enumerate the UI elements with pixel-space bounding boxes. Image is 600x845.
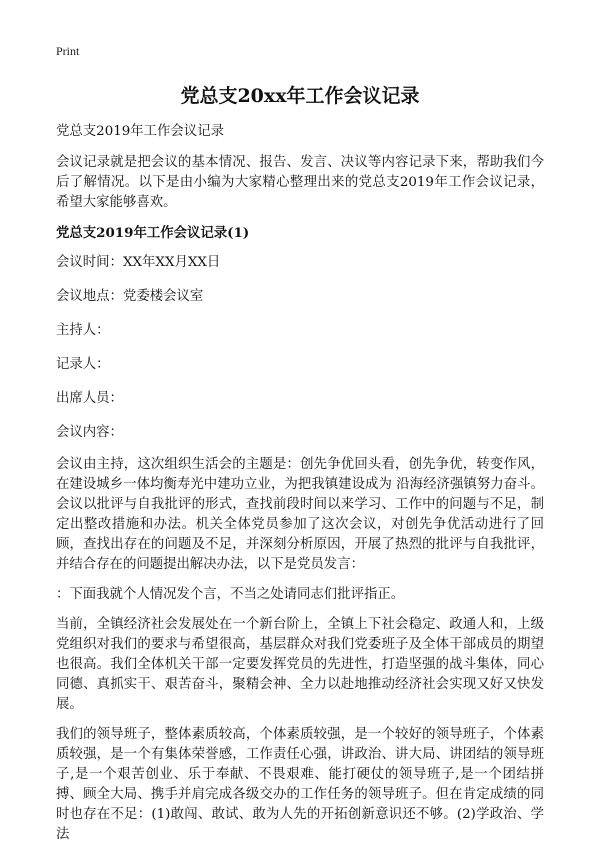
intro-subtitle: 党总支2019年工作会议记录	[56, 124, 224, 139]
body-paragraph-2: ：下面我就个人情况发个言，不当之处请同志们批评指正。	[56, 587, 405, 602]
meeting-time: 会议时间：XX年XX月XX日	[56, 255, 221, 270]
meeting-recorder: 记录人：	[56, 357, 110, 372]
print-link[interactable]: Print	[56, 44, 80, 58]
meeting-host: 主持人：	[56, 323, 110, 338]
meeting-place: 会议地点：党委楼会议室	[56, 289, 204, 304]
intro-paragraph: 会议记录就是把会议的基本情况、报告、发言、决议等内容记录下来，帮助我们今后了解情况。以下是由小编为大家精心整理出来的党总支2019年工作会议记录，希望大家能够喜欢。	[56, 155, 544, 210]
meeting-content-label: 会议内容：	[56, 425, 123, 440]
body-paragraph-4: 我们的领导班子，整体素质较高，个体素质较强，是一个较好的领导班子，个体素质较强，是一个有集体荣誉感，工作责任心强，讲政治、讲大局、讲团结的领导班子,是一个艰苦创业、乐于奉献、不畏艰难、能打硬仗的领导班子,是一个团结拼搏、顾全大局、携手并肩完成各级交办的工作任务的领导班子。但在肯定成绩的同时也存在不足：(1)敢闯、敢试、敢为人先的开拓创新意识还不够。(2)学政治、学法	[56, 727, 544, 842]
section-heading: 党总支2019年工作会议记录(1)	[56, 225, 250, 241]
meeting-attendees: 出席人员：	[56, 391, 123, 406]
body-paragraph-1: 会议由主持，这次组织生活会的主题是：创先争优回头看，创先争优，转变作风，在建设城乡一体均衡寿光中建功立业，为把我镇建设成为 沿海经济强镇努力奋斗。会议以批评与自我批评的形式，查找前段时间以来学习、工作中的问题与不足，制定出整改措施和办法。机关全体党员参加了这次会议，对创先争优活动进行了回顾，查找出存在的问题及不足，并深刻分析原因，开展了热烈的批评与自我批评，并结合存在的问题提出解决办法，以下是党员发言：	[56, 457, 544, 572]
page-title: 党总支20xx年工作会议记录	[180, 85, 420, 107]
body-paragraph-3: 当前，全镇经济社会发展处在一个新台阶上，全镇上下社会稳定、政通人和，上级党组织对我们的要求与希望很高，基层群众对我们党委班子及全体干部成员的期望也很高。我们全体机关干部一定要发挥党员的先进性，打造坚强的战斗集体，同心同德、真抓实干、艰苦奋斗，聚精会神、全力以赴地推动经济社会实现又好又快发展。	[56, 617, 544, 712]
